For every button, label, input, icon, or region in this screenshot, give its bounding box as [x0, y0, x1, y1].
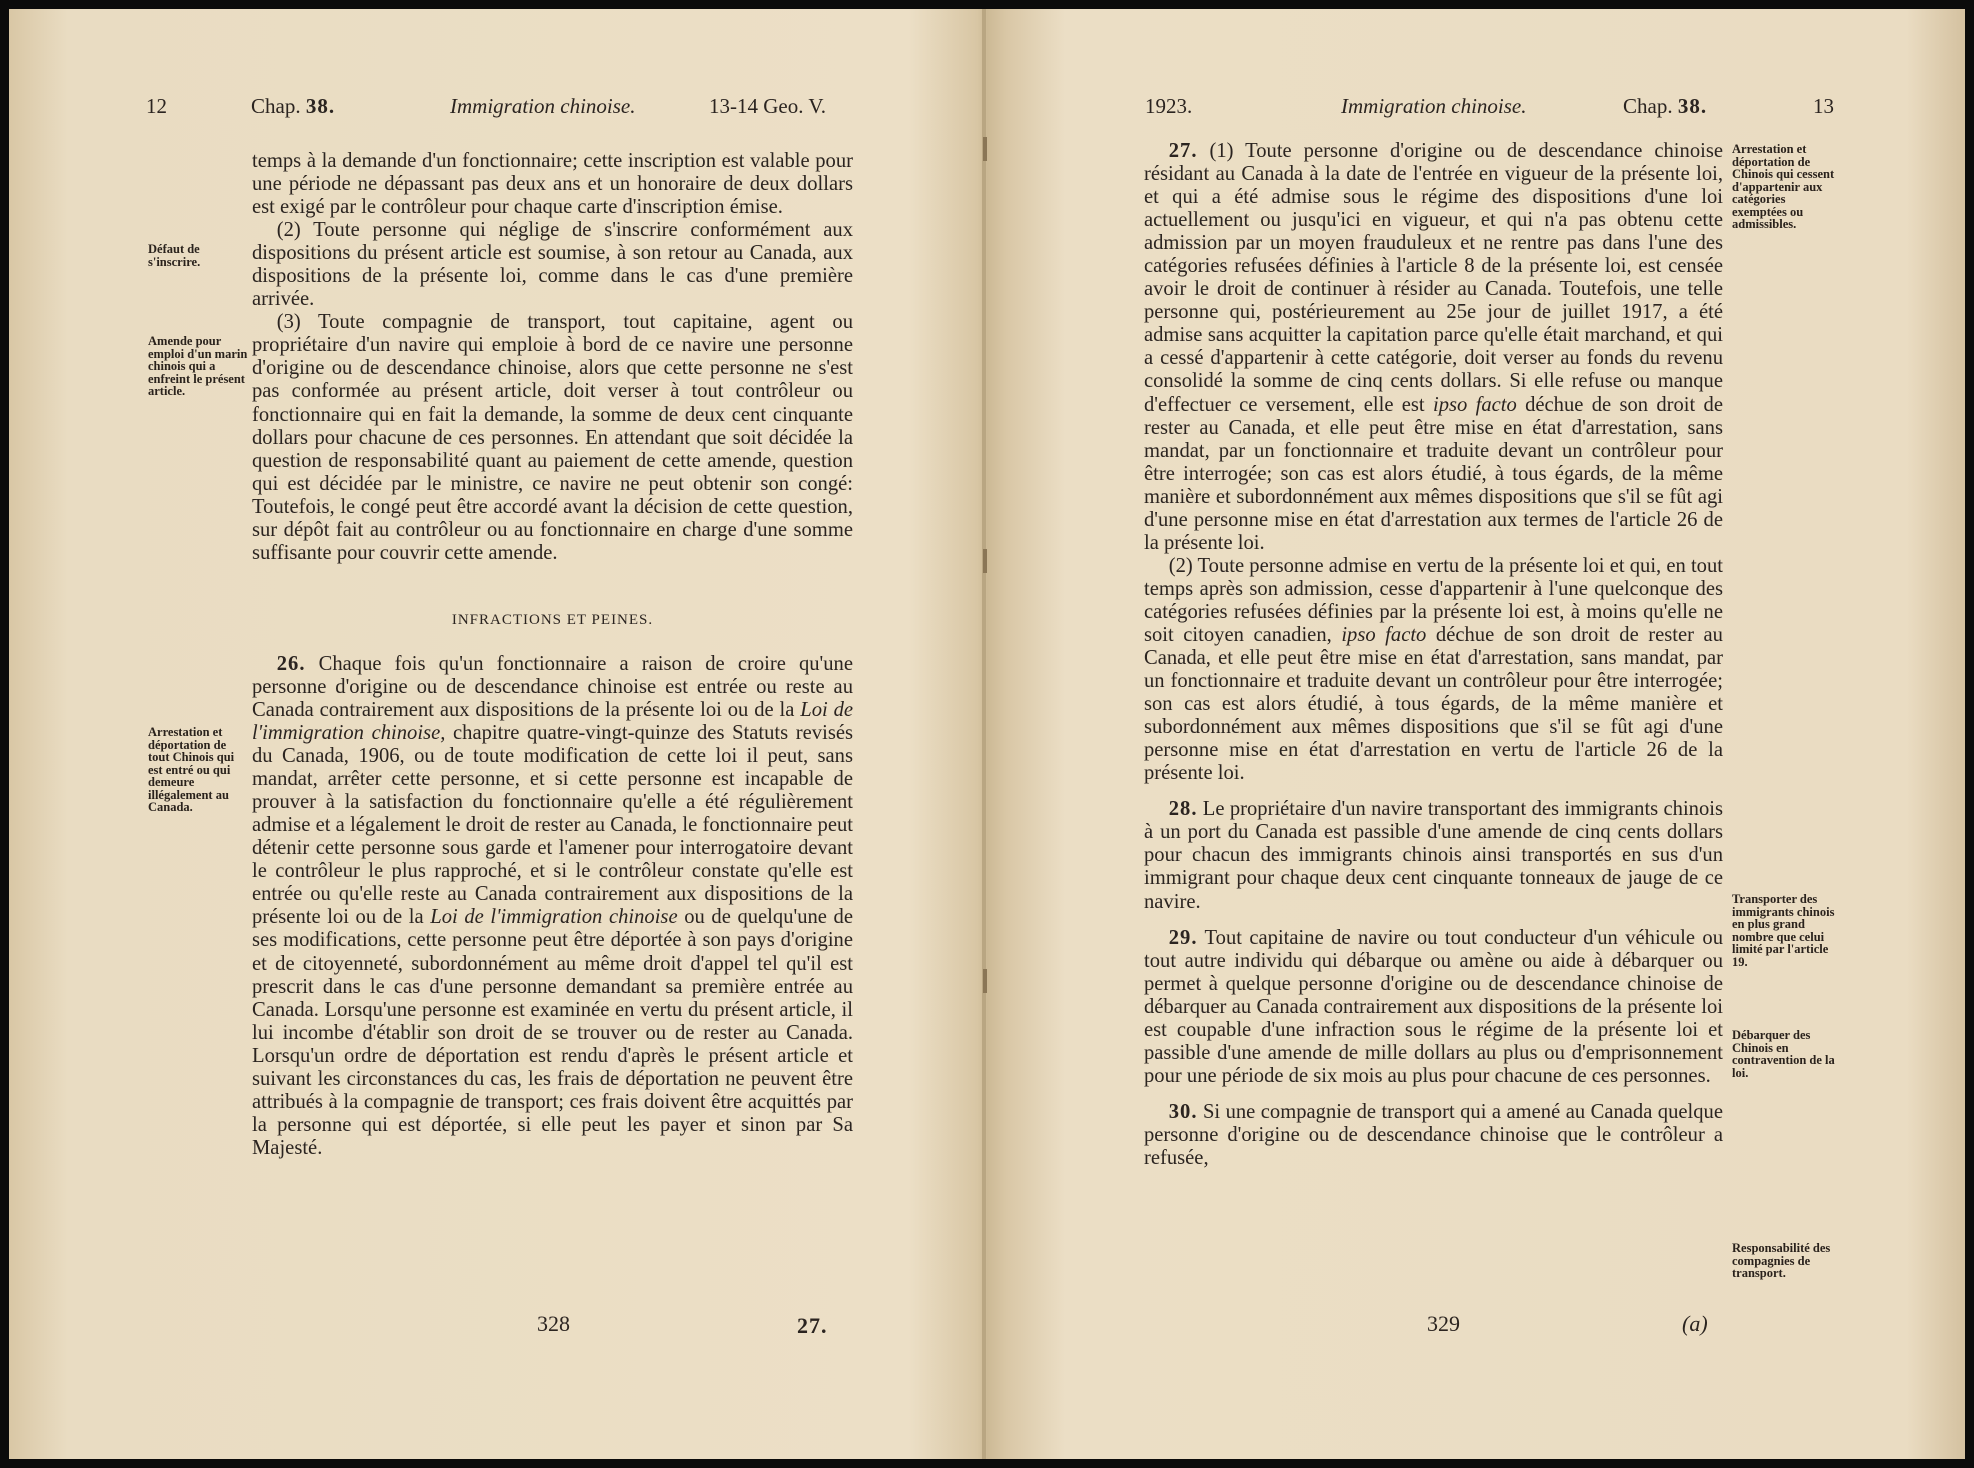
binding-thread [983, 137, 987, 161]
left-footer-page-number: 328 [537, 1311, 570, 1336]
section-27-2: (2) Toute personne admise en vertu de la présente loi et qui, en tout temps après son admission, cesse d'appartenir à l'une quelconque des catégories refusées définies par la présente loi est, à moins qu'elle ne soit citoyen canadien, ipso facto déchue de son droit de rester au Canada, et elle peut être mise en état d'arrestation, sans mandat, par un fonctionnaire et traduite devant un contrôleur pour être interrogée; son cas est alors étudié, à tous égards, de la même manière et subordonnément aux mêmes dispositions que s'il se fût agi d'une personne mise en état d'arrestation en vertu de l'article 26 de la présente loi. [1144, 554, 1723, 785]
margin-note: Débarquer des Chinois en contravention de la loi. [1732, 1028, 1835, 1080]
catchword: 27. [797, 1313, 828, 1338]
right-page-body [1144, 140, 1723, 1170]
margin-note: Amende pour emploi d'un marin chinois qui a enfreint le présent article. [148, 334, 248, 398]
book-gutter [982, 9, 986, 1459]
left-page [9, 9, 979, 1459]
section-27: 27. (1) Toute personne d'origine ou de descendance chinoise résidant au Canada à la date de l'entrée en vigueur de la présente loi, et qui a été admise sous le régime des dispositions d'une loi actuellement ou jusqu'ici en vigueur, et qui n'a pas obtenu cette admission par un moyen frauduleux et ne rentre pas dans l'une des catégories refusées définies à l'article 8 de la présente loi, est censée avoir le droit de continuer à résider au Canada. Toutefois, une telle personne qui, postérieurement au 25e jour de juillet 1917, a été admise sans acquitter la capitation parce qu'elle était marchand, et qui a cessé d'appartenir à cette catégorie, doit verser au fonds du revenu consolidé la somme de cinq cents dollars. Si elle refuse ou manque d'effectuer ce versement, elle est ipso facto déchue de son droit de rester au Canada, et elle peut être mise en état d'arrestation, sans mandat, par un fonctionnaire et traduite devant un contrôleur pour être interrogée; son cas est alors étudié, à tous égards, de la même manière et subordonnément aux mêmes dispositions que s'il se fût agi d'une personne mise en état d'arrestation aux termes de l'article 26 de la présente loi. [1144, 140, 1723, 554]
binding-thread [983, 549, 987, 573]
paragraph: temps à la demande d'un fonctionnaire; cette inscription est valable pour une période ne dépassant pas deux ans et un honoraire de deux dollars est exigé par le contrôleur pour chaque carte d'inscription émise. [252, 150, 853, 219]
book-spread [9, 9, 1965, 1459]
right-page-number: 13 [1813, 94, 1834, 118]
section-heading: INFRACTIONS ET PEINES. [451, 611, 654, 628]
binding-thread [983, 969, 987, 993]
paragraph: (3) Toute compagnie de transport, tout capitaine, agent ou propriétaire d'un navire qui emploie à bord de ce navire une personne d'origine ou de descendance chinoise, alors que cette personne ne s'est pas conformée au présent article, doit verser à tout contrôleur ou fonctionnaire qui en fait la demande, la somme de deux cent cinquante dollars pour chacune de ces personnes. En attendant que soit décidée la question de responsabilité quant au paiement de cette amende, question qui est décidée par le ministre, ce navire ne peut obtenir son congé: Toutefois, le congé peut être accordé avant la décision de cette question, sur dépôt fait au contrôleur ou au fonctionnaire en charge d'une somme suffisante pour couvrir cette amende. [252, 311, 853, 564]
margin-note: Arrestation et déportation de tout Chinois qui est entré ou qui demeure illégalement au Canada. [148, 725, 235, 814]
signature-mark: (a) [1682, 1311, 1708, 1336]
margin-note: Transporter des immigrants chinois en plus grand nombre que celui limité par l'article 19. [1732, 892, 1835, 969]
right-running-title: Immigration chinoise. [1341, 94, 1527, 118]
margin-note: Responsabilité des compagnies de transport. [1732, 1241, 1831, 1280]
right-footer-page-number: 329 [1427, 1311, 1460, 1336]
left-page-number: 12 [146, 94, 167, 118]
paragraph: (2) Toute personne qui néglige de s'inscrire conformément aux dispositions du présent article est soumise, à son retour au Canada, aux dispositions de la présente loi, comme dans le cas d'une première arrivée. [252, 219, 853, 311]
margin-note: Défaut de s'inscrire. [148, 242, 201, 269]
right-chap: Chap. 38. [1623, 94, 1708, 118]
section-28: 28. Le propriétaire d'un navire transportant des immigrants chinois à un port du Canada est passible d'une amende de cinq cents dollars pour chacun des immigrants chinois ainsi transportés en sus d'un immigrant pour chaque deux cent cinquante tonneaux de jauge de ce navire. [1144, 798, 1723, 913]
left-chap: Chap. 38. [251, 94, 336, 118]
right-page [989, 9, 1965, 1459]
section-30: 30. Si une compagnie de transport qui a amené au Canada quelque personne d'origine ou de descendance chinoise que le contrôleur a refusée, [1144, 1100, 1723, 1169]
section-26: 26. Chaque fois qu'un fonctionnaire a raison de croire qu'une personne d'origine ou de descendance chinoise est entrée ou reste au Canada contrairement aux dispositions de la présente loi ou de la Loi de l'immigration chinoise, chapitre quatre-vingt-quinze des Statuts revisés du Canada, 1906, ou de toute modification de cette loi il peut, sans mandat, arrêter cette personne, et si cette personne est incapable de prouver à la satisfaction du fonctionnaire qu'elle a été régulièrement admise et a légalement le droit de rester au Canada, le fonctionnaire peut détenir cette personne sous garde et l'amener pour interrogatoire devant le contrôleur le plus rapproché, et si le contrôleur constate qu'elle est entrée ou qu'elle reste au Canada contrairement aux dispositions de la présente loi ou de la Loi de l'immigration chinoise ou de quelqu'une de ses modifications, cette personne peut être déportée à son pays d'origine et de citoyenneté, subordonnément au même droit d'appel tel qu'il est prescrit dans le cas d'une personne demandant sa première entrée au Canada. Lorsqu'une personne est examinée en vertu du présent article, il lui incombe d'établir son droit de se trouver ou de rester au Canada. Lorsqu'un ordre de déportation est rendu d'après le présent article et suivant les circonstances du cas, les frais de déportation ne peuvent être attribués à la compagnie de transport; ces frais doivent être acquittés par la personne qui est déportée, si elle peut les payer et sinon par Sa Majesté. [252, 652, 854, 1159]
left-running-title: Immigration chinoise. [450, 94, 636, 118]
left-page-body [252, 150, 853, 1160]
margin-note: Arrestation et déportation de Chinois qui cessent d'appartenir aux catégories exemptées ou admissibles. [1732, 142, 1835, 231]
right-year: 1923. [1145, 94, 1193, 118]
section-29: 29. Tout capitaine de navire ou tout conducteur d'un véhicule ou tout autre individu qui débarque ou amène ou aide à débarquer ou permet à quelque personne d'origine ou de descendance chinoise de débarquer au Canada contrairement aux dispositions de la présente loi est coupable d'une infraction sous le régime de la présente loi et passible d'une amende de mille dollars au plus ou d'emprisonnement pour une période de six mois au plus pour chacune de ces personnes. [1144, 926, 1723, 1087]
left-regnal-year: 13-14 Geo. V. [709, 94, 827, 118]
